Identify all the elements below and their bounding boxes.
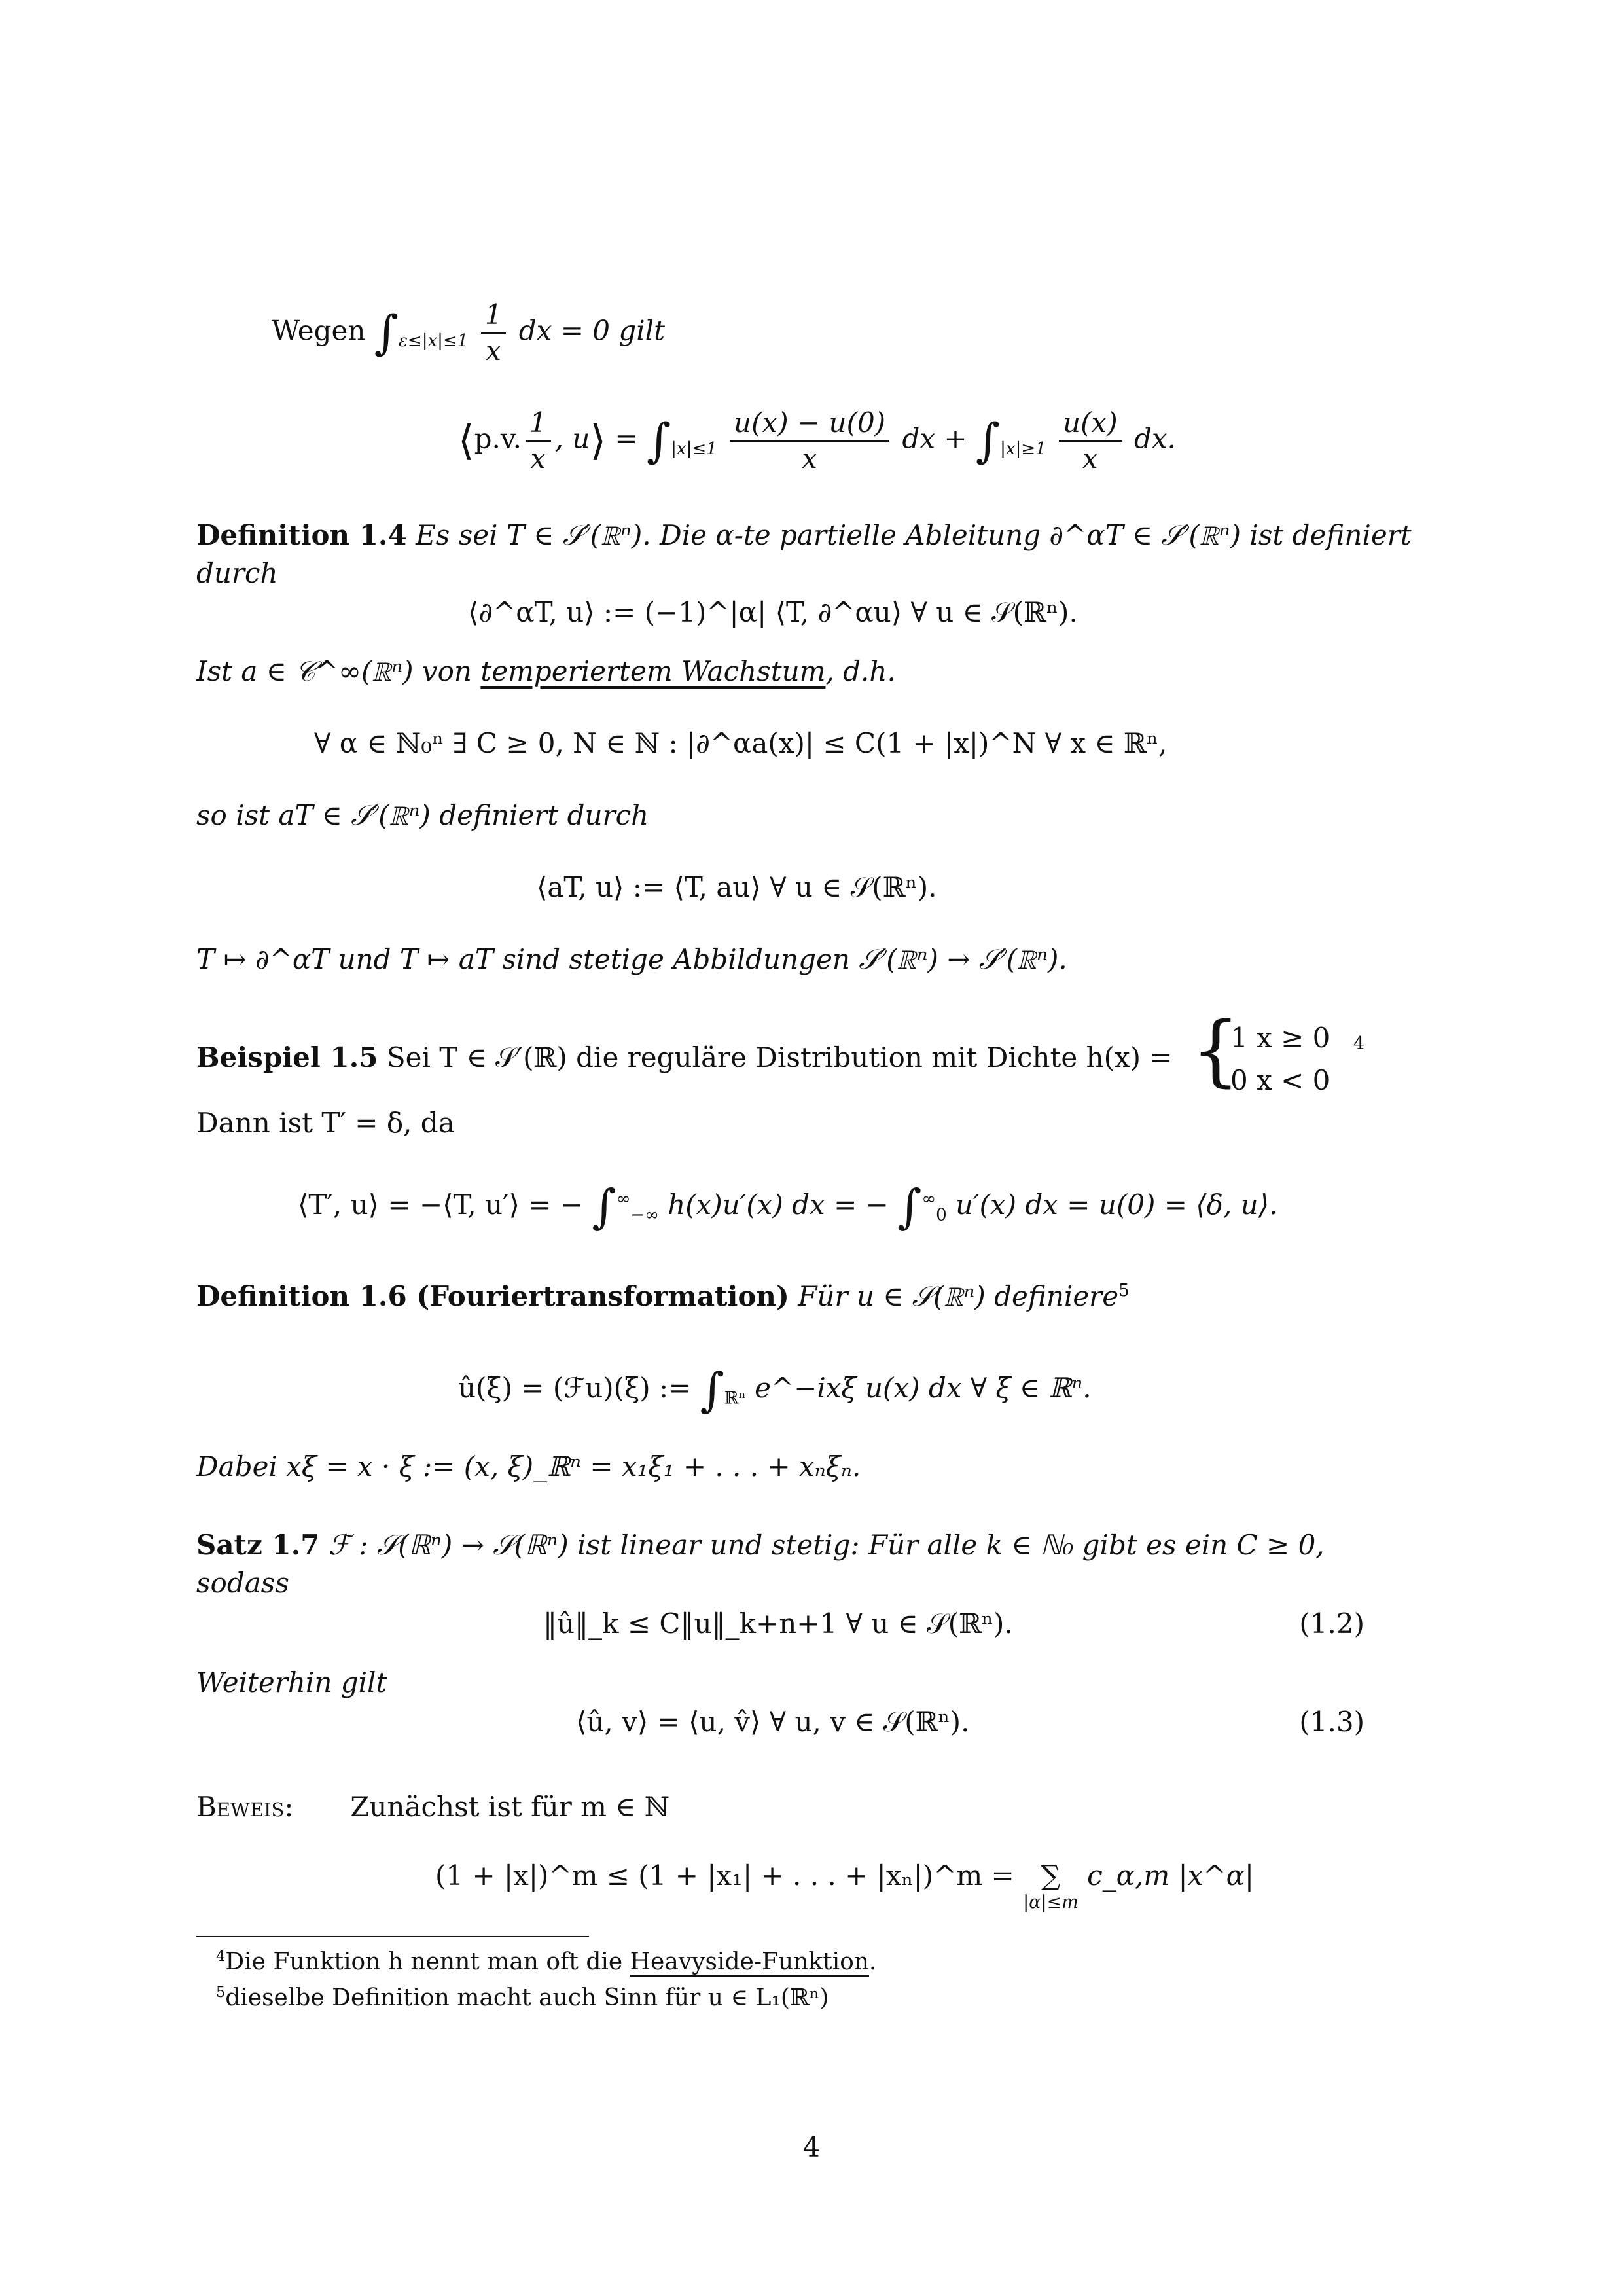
fraction-numerator: 1 — [526, 406, 551, 442]
theorem-label: Satz 1.7 — [196, 1529, 320, 1561]
integral-domain: |x|≥1 — [1000, 439, 1046, 459]
integral-upper-limit: ∞ — [921, 1189, 936, 1209]
sum-operator — [1023, 1859, 1079, 1911]
equals-sign: = — [615, 422, 638, 455]
display-equation: ∀ α ∈ ℕ₀ⁿ ∃ C ≥ 0, N ∈ ℕ : |∂^αa(x)| ≤ C(1 + |x|)^N ∀ x ∈ ℝⁿ, — [314, 727, 1168, 759]
definition-1-6 — [196, 1280, 1130, 1314]
fraction-numerator: 1 — [481, 298, 507, 334]
display-equation: ⟨∂^αT, u⟩ := (−1)^|α| ⟨T, ∂^αu⟩ ∀ u ∈ 𝒮(ℝⁿ). — [468, 596, 1078, 628]
example-text: Dann ist T′ = δ, da — [196, 1107, 455, 1139]
example-1-5 — [196, 1041, 1173, 1075]
equation-number: (1.3) — [1299, 1706, 1364, 1738]
equation-segment: e^−ixξ u(x) dx ∀ ξ ∈ ℝⁿ. — [755, 1372, 1092, 1404]
fraction-denominator: x — [802, 442, 817, 475]
angle-bracket-open: ⟨ — [458, 416, 474, 465]
equation-segment: (1 + |x|)^m ≤ (1 + |x₁| + . . . + |xₙ|)^m = — [435, 1859, 1014, 1892]
definition-text — [196, 655, 896, 689]
integral-domain: ℝⁿ — [724, 1388, 746, 1408]
fraction — [1059, 406, 1122, 476]
equation-number: (1.2) — [1299, 1607, 1364, 1640]
wegen-line — [272, 298, 665, 368]
definition-label: Definition 1.4 — [196, 519, 407, 551]
example-label: Beispiel 1.5 — [196, 1041, 378, 1073]
sum-index: |α|≤m — [1023, 1892, 1079, 1912]
definition-1-4 — [196, 518, 1412, 553]
definition-text: T ↦ ∂^αT und T ↦ aT sind stetige Abbildungen 𝒮′(ℝⁿ) → 𝒮′(ℝⁿ). — [196, 943, 1067, 975]
theorem-text: sodass — [196, 1567, 289, 1599]
integral-lower-limit: 0 — [936, 1205, 947, 1225]
footnote-rule — [196, 1936, 589, 1937]
footnote-mark: 4 — [216, 1948, 226, 1965]
wegen-tail: dx = 0 gilt — [518, 314, 665, 347]
proof-start — [196, 1790, 669, 1825]
underlined-term: temperiertem Wachstum — [480, 655, 826, 687]
definition-text: so ist aT ∈ 𝒮′(ℝⁿ) definiert durch — [196, 799, 649, 831]
pv-arg: , u — [554, 422, 590, 455]
definition-label: Definition 1.6 (Fouriertransformation) — [196, 1280, 789, 1312]
sum-symbol: ∑ — [1041, 1859, 1061, 1892]
integral-symbol: ∫ — [592, 1179, 616, 1234]
equation-segment: û(ξ) = (ℱu)(ξ) := — [458, 1372, 692, 1404]
footnote-text: . — [868, 1948, 877, 1975]
integral-symbol: ∫ — [646, 413, 671, 468]
pv-equation — [458, 406, 1176, 476]
wegen-word: Wegen — [272, 314, 366, 347]
definition-text: Es sei T ∈ 𝒮′(ℝⁿ). Die α-te partielle Ableitung ∂^αT ∈ 𝒮′(ℝⁿ) ist definiert — [416, 519, 1412, 551]
footnote-text: dieselbe Definition macht auch Sinn für u ∈ L₁(ℝⁿ) — [225, 1984, 829, 2011]
footnote-mark: 4 — [1353, 1033, 1365, 1054]
equation-segment: c_α,m |x^α| — [1087, 1859, 1255, 1892]
text-segment: Ist a ∈ 𝒞^∞(ℝⁿ) von — [196, 655, 472, 687]
theorem-text: Weiterhin gilt — [196, 1666, 387, 1698]
footnote-5 — [216, 1983, 829, 2013]
proof-label: Beweis: — [196, 1791, 294, 1823]
display-equation: ⟨û, v⟩ = ⟨u, v̂⟩ ∀ u, v ∈ 𝒮(ℝⁿ). — [576, 1706, 970, 1738]
example-text: Sei T ∈ 𝒮′(ℝ) die reguläre Distribution mit Dichte h(x) = — [386, 1041, 1173, 1073]
footnote-mark: 5 — [1118, 1281, 1130, 1300]
integral-symbol: ∫ — [975, 413, 1001, 468]
equation-segment: u′(x) dx = u(0) = ⟨δ, u⟩. — [955, 1189, 1278, 1221]
integral-lower-limit: −∞ — [630, 1205, 659, 1225]
integral-symbol: ∫ — [897, 1179, 922, 1234]
display-equation: ‖û‖_k ≤ C‖u‖_k+n+1 ∀ u ∈ 𝒮(ℝⁿ). — [543, 1607, 1013, 1640]
fraction-denominator: x — [1082, 442, 1098, 475]
footnote-text: Die Funktion h nennt man oft die — [225, 1948, 623, 1975]
fraction-numerator: u(x) — [1059, 406, 1122, 442]
case-row: 0 x < 0 — [1230, 1064, 1330, 1096]
equation-segment: ⟨T′, u⟩ = −⟨T, u′⟩ = − — [298, 1189, 584, 1221]
integral-domain: ε≤|x|≤1 — [398, 331, 469, 351]
fraction — [526, 406, 551, 476]
fraction-numerator: u(x) − u(0) — [730, 406, 889, 442]
underlined-term: Heavyside-Funktion — [630, 1948, 869, 1975]
display-equation — [435, 1859, 1254, 1911]
pv-end: dx. — [1133, 422, 1176, 455]
equation-segment: h(x)u′(x) dx = − — [668, 1189, 889, 1221]
angle-bracket-close: ⟩ — [590, 416, 607, 465]
integral-upper-limit: ∞ — [616, 1189, 631, 1209]
fraction-denominator: x — [486, 334, 501, 367]
footnote-mark: 5 — [216, 1984, 226, 2001]
fraction-denominator: x — [530, 442, 546, 475]
display-equation — [298, 1179, 1278, 1234]
case-row: 1 x ≥ 0 — [1230, 1022, 1330, 1054]
pv-text: p.v. — [474, 422, 522, 455]
integral-symbol: ∫ — [374, 305, 399, 360]
integral-symbol: ∫ — [700, 1363, 724, 1417]
display-equation — [458, 1363, 1092, 1417]
text-segment: , d.h. — [825, 655, 896, 687]
cases-brace: { — [1191, 1005, 1241, 1095]
definition-text: Dabei xξ = x · ξ := (x, ξ)_ℝⁿ = x₁ξ₁ + . . . + xₙξₙ. — [196, 1450, 861, 1482]
footnote-4 — [216, 1947, 876, 1977]
fraction — [730, 406, 889, 476]
definition-text: Für u ∈ 𝒮(ℝⁿ) definiere — [798, 1280, 1119, 1312]
theorem-text: ℱ : 𝒮(ℝⁿ) → 𝒮(ℝⁿ) ist linear und stetig: Für alle k ∈ ℕ₀ gibt es ein C ≥ 0, — [328, 1529, 1325, 1561]
theorem-1-7 — [196, 1528, 1325, 1563]
plus-term: dx + — [902, 422, 967, 455]
page-number: 4 — [802, 2131, 821, 2163]
definition-text: durch — [196, 557, 278, 589]
integral-domain: |x|≤1 — [671, 439, 717, 459]
fraction — [481, 298, 507, 368]
proof-text: Zunächst ist für m ∈ ℕ — [350, 1791, 670, 1823]
display-equation: ⟨aT, u⟩ := ⟨T, au⟩ ∀ u ∈ 𝒮(ℝⁿ). — [537, 871, 937, 903]
